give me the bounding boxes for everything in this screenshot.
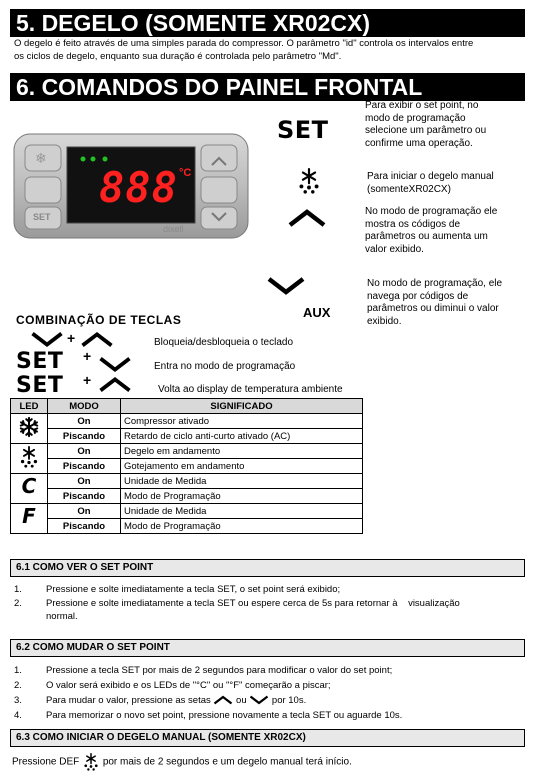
table-row (11, 519, 363, 534)
modo-cell: On (48, 414, 121, 429)
led-celsius-cell (11, 474, 48, 504)
combo-plus: + (83, 348, 92, 364)
item-number: 1. (14, 584, 22, 595)
item-text: Para memorizar o novo set point, pressione novamente a tecla SET ou aguarde 10s. (46, 710, 403, 721)
significado-cell: Compressor ativado (121, 414, 363, 429)
down-desc-line: parâmetros ou diminui o valor (367, 303, 499, 314)
significado-cell: Retardo de ciclo anti-curto ativado (AC) (121, 429, 363, 444)
up-desc-line: mostra os códigos de (365, 218, 461, 230)
combo-plus: + (67, 330, 76, 346)
item-text: ou (236, 695, 247, 706)
section-6-1-title: 6.1 COMO VER O SET POINT (10, 559, 525, 577)
defrost-desc-line: Para iniciar o degelo manual (367, 171, 494, 182)
set-key-symbol: SET (277, 116, 329, 144)
device-display: 888 (99, 163, 178, 212)
table-row (11, 459, 363, 474)
modo-cell: Piscando (48, 429, 121, 444)
fahrenheit-led-icon: F (22, 504, 36, 528)
device-brand: dixell (163, 224, 184, 234)
combo-set-symbol: SET (16, 373, 64, 398)
down-arrow-icon (249, 695, 269, 705)
led-snowflake-cell (11, 414, 48, 444)
table-row (11, 474, 363, 489)
list-item (14, 695, 524, 709)
table-row (11, 489, 363, 504)
device-set-key[interactable]: SET (33, 212, 51, 222)
celsius-led-icon: C (21, 474, 37, 498)
item-text: Pressione a tecla SET por mais de 2 segundos para modificar o valor do set point; (46, 665, 393, 676)
modo-cell: Piscando (48, 519, 121, 534)
significado-cell: Unidade de Medida (121, 474, 363, 489)
up-arrow-icon (287, 208, 327, 228)
modo-cell: Piscando (48, 489, 121, 504)
combo-up-arrow-icon (80, 331, 114, 348)
combo-text-2: Entra no modo de programação (154, 361, 296, 372)
item-number: 1. (14, 665, 22, 676)
section-6-title: 6. COMANDOS DO PAINEL FRONTAL (10, 73, 525, 101)
led-table (10, 398, 363, 534)
modo-cell: On (48, 474, 121, 489)
combo-down-arrow-icon (98, 356, 132, 373)
item-number: 3. (14, 695, 22, 706)
set-desc-line: modo de programação (365, 112, 466, 124)
led-fahrenheit-cell (11, 504, 48, 534)
combinations-title: COMBINAÇÃO DE TECLAS (16, 313, 182, 327)
modo-cell: Piscando (48, 459, 121, 474)
table-row (11, 414, 363, 429)
section-6-3-title: 6.3 COMO INICIAR O DEGELO MANUAL (SOMENTE XR02CX) (10, 729, 525, 747)
up-desc-line: parâmetros ou aumenta um (365, 231, 488, 242)
significado-cell: Degelo em andamento (121, 444, 363, 459)
item-text: normal. (46, 611, 78, 622)
item-text: Pressione e solte imediatamente a tecla SET, o set point será exibido; (46, 584, 341, 595)
device-unit: °C (179, 167, 192, 179)
col-header-led: LED (11, 399, 48, 414)
down-desc-line: navega por códigos de (367, 290, 469, 302)
set-key-description (365, 100, 486, 150)
snowflake-icon (18, 416, 40, 438)
combo-text-3: Volta ao display de temperatura ambiente (158, 384, 343, 395)
significado-cell: Gotejamento em andamento (121, 459, 363, 474)
defrost-key-icon (296, 168, 322, 194)
col-header-modo: MODO (48, 399, 121, 414)
defrost-icon (82, 753, 100, 771)
section-6-2-title: 6.2 COMO MUDAR O SET POINT (10, 639, 525, 657)
def-text: Pressione DEF (12, 756, 80, 768)
col-header-significado: SIGNIFICADO (121, 399, 363, 414)
table-header-row (11, 399, 363, 414)
significado-cell: Modo de Programação (121, 519, 363, 534)
item-number: 2. (14, 680, 22, 691)
device-snowflake-key-icon[interactable]: ❄ (35, 150, 47, 166)
combo-plus: + (83, 372, 92, 388)
combo-down-arrow-icon (30, 331, 64, 348)
item-text: O valor será exibido e os LEDs de "°C" ou "°F" começarão a piscar; (46, 680, 331, 691)
down-desc-line: No modo de programação, ele (367, 278, 503, 289)
up-desc-line: No modo de programação ele (365, 206, 498, 217)
section-5-line-2: os ciclos de degelo, enquanto sua duração é controlada pelo parâmetro "Md". (14, 50, 342, 62)
section-5-line-1: O degelo é feito através de uma simples parada do compressor. O parâmetro "id" controla os intervalos entre (14, 38, 474, 49)
item-text: Para mudar o valor, pressione as setas (46, 695, 211, 706)
set-desc-line: selecione um parâmetro ou (365, 125, 487, 136)
table-row (11, 444, 363, 459)
item-text: Pressione e solte imediatamente a tecla SET ou espere cerca de 5s para retornar à visualização (46, 598, 460, 609)
table-row (11, 429, 363, 444)
up-key-description (365, 206, 497, 256)
section-5-text (14, 38, 473, 63)
led-defrost-cell (11, 444, 48, 474)
modo-cell: On (48, 444, 121, 459)
defrost-desc-line: (somenteXR02CX) (367, 183, 451, 195)
table-row (11, 504, 363, 519)
aux-label: AUX (303, 305, 331, 320)
controller-device (13, 133, 249, 239)
up-desc-line: valor exibido. (365, 243, 424, 255)
defrost-icon (18, 446, 40, 468)
section-6-3-text (12, 753, 352, 771)
up-arrow-icon (213, 695, 233, 705)
item-number: 2. (14, 598, 22, 609)
item-number: 4. (14, 710, 22, 721)
down-arrow-icon (266, 276, 306, 296)
significado-cell: Unidade de Medida (121, 504, 363, 519)
section-5-title: 5. DEGELO (SOMENTE XR02CX) (10, 9, 525, 37)
item-text: por 10s. (271, 695, 307, 706)
down-key-description (367, 278, 502, 328)
defrost-key-description (367, 171, 494, 196)
set-desc-line: confirme uma operação. (365, 137, 473, 149)
combo-set-symbol: SET (16, 349, 64, 374)
modo-cell: On (48, 504, 121, 519)
list-item (14, 598, 524, 624)
def-text: por mais de 2 segundos e um degelo manual terá início. (102, 756, 352, 768)
significado-cell: Modo de Programação (121, 489, 363, 504)
set-desc-line: Para exibir o set point, no (365, 100, 479, 111)
combo-up-arrow-icon (98, 376, 132, 393)
down-desc-line: exibido. (367, 315, 402, 327)
combo-text-1: Bloqueia/desbloqueia o teclado (154, 337, 293, 348)
